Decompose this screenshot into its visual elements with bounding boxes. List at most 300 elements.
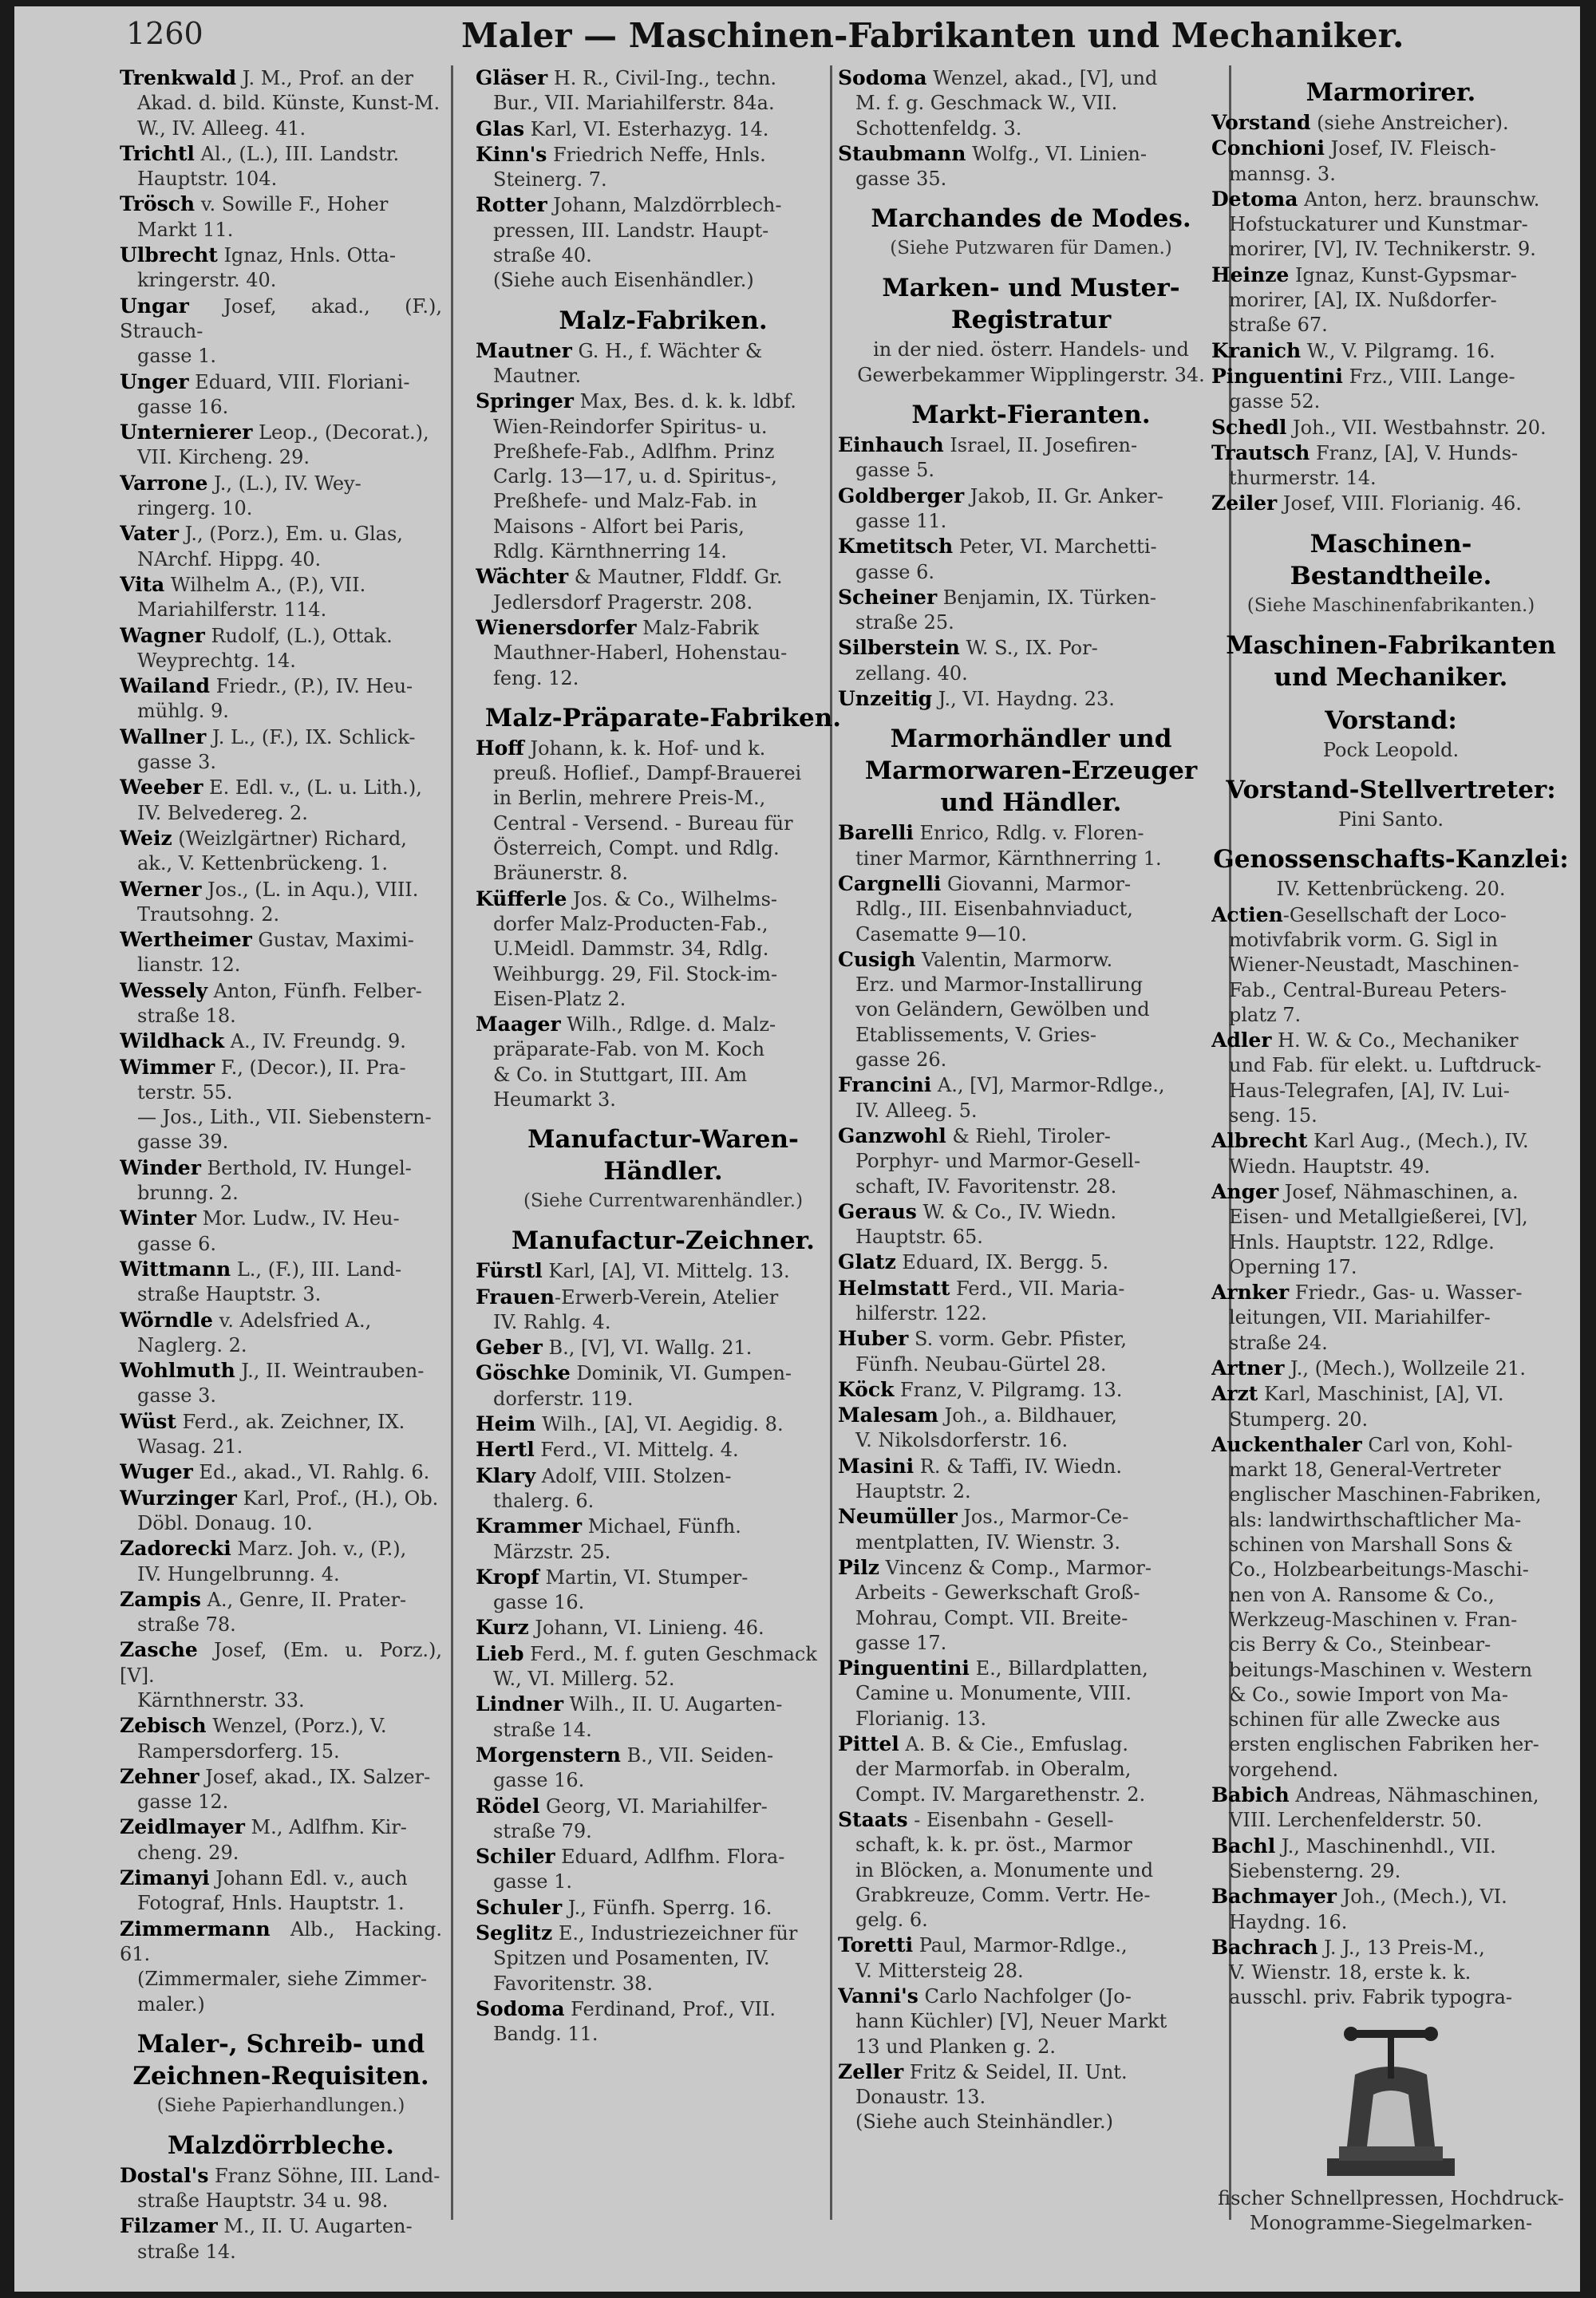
entry-text: gasse 3.: [137, 1384, 217, 1408]
entry-name: Hoff: [476, 736, 524, 760]
entry-line: [120, 192, 442, 217]
entry-line: [838, 1807, 1224, 1833]
entry-name: Geber: [476, 1336, 543, 1360]
directory-entry: [476, 1615, 851, 1641]
entry-name: Werner: [120, 877, 202, 901]
entry-line: [120, 1764, 442, 1790]
entry-line: [120, 1891, 442, 1916]
entry-line: [1211, 1583, 1570, 1608]
entry-text: gasse 5.: [855, 459, 935, 482]
entry-line: [476, 1718, 851, 1743]
entry-line: [476, 761, 851, 786]
entry-line: [476, 1996, 851, 2022]
directory-entry: [476, 1258, 851, 1284]
entry-line: [476, 1743, 851, 1768]
entry-line: [1211, 1179, 1570, 1205]
entry-name: Heinze: [1211, 263, 1290, 286]
section-heading: Marken- und Muster-Registratur: [882, 274, 1180, 335]
entry-text: Mor. Ludw., IV. Heu-: [196, 1207, 400, 1230]
entry-text: Akad. d. bild. Künste, Kunst-M.: [137, 92, 440, 115]
entry-line: [120, 1562, 442, 1587]
entry-line: [120, 2240, 442, 2264]
entry-line: [476, 811, 851, 836]
entry-name: Rotter: [476, 193, 547, 217]
entry-name: Zadorecki: [120, 1537, 231, 1561]
entry-text: (Siehe auch Eisenhändler.): [493, 269, 754, 292]
directory-entry: [838, 635, 1224, 686]
entry-name: Rödel: [476, 1794, 540, 1818]
entry-line: [1211, 1508, 1570, 1533]
entry-name: Zeidlmayer: [120, 1815, 245, 1839]
entry-text: Friedrich Neffe, Hnls.: [547, 143, 766, 166]
entry-text: IV. Rahlg. 4.: [493, 1310, 611, 1333]
entry-line: [476, 1870, 851, 1894]
entry-name: Wörndle: [120, 1308, 213, 1332]
directory-entry: [476, 564, 851, 615]
directory-entry: [1211, 364, 1570, 415]
entry-line: [120, 673, 442, 699]
entry-name: Ulbrecht: [120, 243, 218, 267]
directory-entry: [1211, 1179, 1570, 1280]
entry-line: [1211, 389, 1570, 414]
entry-text: Gustav, Maximi-: [251, 929, 414, 952]
directory-entry: [120, 1917, 442, 2017]
cross-reference: (Siehe Maschinenfabrikanten.): [1246, 594, 1535, 616]
entry-text: Karl, Maschinist, [A], VI.: [1258, 1383, 1504, 1406]
entry-text: hilferstr. 122.: [855, 1301, 987, 1325]
directory-entry: [838, 686, 1224, 712]
entry-line: [476, 736, 851, 761]
entry-name: Anger: [1211, 1179, 1279, 1203]
entry-line: [120, 1206, 442, 1231]
entry-text: Carl von, Kohl-: [1361, 1433, 1513, 1456]
entry-line: [476, 219, 851, 243]
entry-name: Kinn's: [476, 142, 547, 166]
directory-entry: [120, 471, 442, 522]
entry-name: Helmstatt: [838, 1276, 950, 1300]
entry-text: J., Maschinenhdl., VII.: [1275, 1834, 1496, 1858]
entry-text: Joh., (Mech.), VI.: [1336, 1885, 1507, 1909]
entry-line: [838, 686, 1224, 712]
entry-line: [120, 1308, 442, 1333]
directory-entry: [120, 978, 442, 1029]
entry-line: [120, 750, 442, 775]
entry-line: [838, 1352, 1224, 1377]
entry-line: [120, 1486, 442, 1511]
entry-text: gasse 39.: [137, 1131, 229, 1154]
entry-line: [838, 1858, 1224, 1883]
entry-text: Anton, Fünfh. Felber-: [207, 979, 422, 1002]
entry-text: U.Meidl. Dammstr. 34, Rdlg.: [493, 938, 769, 961]
entry-line: [838, 1984, 1224, 2009]
entry-text: Wenzel, (Porz.), V.: [206, 1715, 387, 1738]
entry-text: lianstr. 12.: [137, 954, 241, 977]
entry-text: dorferstr. 119.: [493, 1387, 634, 1410]
entry-name: Wurzinger: [120, 1486, 237, 1510]
entry-line: [1211, 1783, 1570, 1808]
entry-line: [120, 699, 442, 724]
entry-text: Carlg. 13—17, u. d. Spiritus-,: [493, 465, 777, 488]
entry-name: Sodoma: [838, 66, 927, 89]
entry-line: [120, 877, 442, 902]
directory-entry: [838, 2059, 1224, 2135]
entry-line: [120, 445, 442, 470]
entry-name: Ganzwohl: [838, 1123, 946, 1147]
directory-entry: [120, 521, 442, 572]
entry-text: Hnls. Hauptstr. 122, Rdlge.: [1229, 1230, 1495, 1254]
entry-text: Joh., VII. Westbahnstr. 20.: [1286, 416, 1547, 439]
entry-text: Mohrau, Compt. VII. Breite-: [855, 1606, 1128, 1629]
entry-text: Wiener-Neustadt, Maschinen-: [1229, 954, 1519, 977]
entry-text: straße Hauptstr. 3.: [137, 1283, 322, 1306]
entry-text: Wilh., Rdlge. d. Malz-: [560, 1013, 776, 1036]
directory-entry: [476, 1012, 851, 1112]
entry-text: Josef, Nähmaschinen, a.: [1278, 1180, 1519, 1203]
entry-line: [1211, 1935, 1570, 1960]
entry-name: Vanni's: [838, 1984, 918, 2008]
entry-name: Schedl: [1211, 415, 1287, 439]
directory-entry: [838, 432, 1224, 484]
entry-text: straße 25.: [855, 611, 954, 634]
directory-entry: [120, 1155, 442, 1206]
entry-text: Spitzen und Posamenten, IV.: [493, 1947, 770, 1970]
entry-name: Schiler: [476, 1845, 555, 1869]
directory-entry: [120, 1358, 442, 1409]
entry-line: [1211, 1708, 1570, 1732]
entry-text: gasse 6.: [137, 1232, 217, 1255]
entry-name: Seglitz: [476, 1921, 553, 1945]
entry-name: Detoma: [1211, 187, 1298, 211]
directory-entry: [838, 534, 1224, 585]
entry-line: [120, 1814, 442, 1840]
entry-line: [120, 953, 442, 977]
entry-name: Vorstand: [1211, 111, 1311, 134]
entry-line: [120, 927, 442, 953]
entry-text: Heumarkt 3.: [493, 1088, 616, 1111]
entry-line: [476, 440, 851, 464]
entry-line: [1211, 1960, 1570, 1985]
directory-entry: [1211, 415, 1570, 440]
entry-text: J., VI. Haydng. 23.: [932, 688, 1115, 711]
entry-text: Erz. und Marmor-Installirung: [855, 973, 1143, 997]
entry-name: Wohlmuth: [120, 1359, 235, 1383]
entry-line: [476, 886, 851, 912]
entry-line: [476, 515, 851, 539]
entry-line: [120, 851, 442, 876]
entry-line: [838, 116, 1224, 141]
directory-entry: [120, 1536, 442, 1587]
entry-line: [476, 1590, 851, 1615]
entry-text: Anton, herz. braunschw.: [1298, 188, 1540, 211]
entry-line: [120, 598, 442, 622]
entry-text: B., VII. Seiden-: [620, 1743, 774, 1767]
directory-entry: [120, 192, 442, 243]
entry-line: [476, 116, 851, 142]
entry-text: ak., V. Kettenbrückeng. 1.: [137, 852, 389, 875]
entry-line: [838, 1250, 1224, 1275]
entry-line: [838, 1656, 1224, 1681]
entry-line: [476, 1012, 851, 1037]
entry-text: mentplatten, IV. Wienstr. 3.: [855, 1530, 1121, 1554]
directory-entry: [838, 1454, 1224, 1505]
entry-line: [1211, 1432, 1570, 1458]
entry-text: J., (Porz.), Em. u. Glas,: [178, 523, 403, 546]
entry-line: [1211, 491, 1570, 516]
entry-text: (siehe Anstreicher).: [1310, 112, 1509, 134]
entry-name: Weiz: [120, 826, 172, 850]
running-title: Maler — Maschinen-Fabrikanten und Mechaniker.: [461, 16, 1404, 55]
entry-name: Francini: [838, 1073, 932, 1097]
entry-name: Vita: [120, 572, 165, 596]
entry-line: [476, 836, 851, 861]
entry-text: J., Fünfh. Sperrg. 16.: [562, 1896, 772, 1919]
entry-line: [120, 978, 442, 1004]
entry-name: Arzt: [1211, 1382, 1258, 1406]
entry-line: [1211, 364, 1570, 389]
entry-text: Johann, Malzdörrblech-: [547, 194, 782, 217]
entry-text: gasse 16.: [493, 1591, 585, 1614]
entry-text: Friedr., (P.), IV. Heu-: [209, 675, 413, 698]
entry-name: Unternierer: [120, 421, 253, 444]
entry-name: Varrone: [120, 471, 208, 495]
directory-entry: [1211, 1884, 1570, 1935]
section-heading: Marmorhändler und Marmorwaren-Erzeuger und Händler.: [864, 725, 1198, 818]
entry-line: [838, 1326, 1224, 1352]
entry-name: Springer: [476, 389, 574, 413]
entry-name: Zimmermann: [120, 1917, 271, 1941]
section-heading: Malzdörrbleche.: [168, 2130, 394, 2160]
directory-entry: [1211, 263, 1570, 338]
directory-entry: [1211, 136, 1570, 187]
entry-line: [1211, 1533, 1570, 1558]
directory-entry: [476, 1412, 851, 1437]
entry-line: [120, 1866, 442, 1891]
entry-line: [476, 2022, 851, 2047]
directory-entry: [1211, 187, 1570, 263]
entry-line: [838, 1933, 1224, 1958]
entry-text: gasse 52.: [1229, 390, 1321, 413]
entry-text: Georg, VI. Mariahilfer-: [539, 1795, 768, 1818]
entry-text: R. & Taffi, IV. Wiedn.: [914, 1455, 1122, 1478]
entry-line: [838, 1048, 1224, 1072]
directory-entry: [120, 927, 442, 978]
entry-line: [476, 1895, 851, 1921]
entry-text: VIII. Lerchenfelderstr. 50.: [1229, 1809, 1483, 1832]
entry-line: [120, 547, 442, 572]
entry-line: [120, 344, 442, 369]
directory-entry: [1211, 1356, 1570, 1381]
entry-text: V. Wienstr. 18, erste k. k.: [1229, 1961, 1472, 1984]
entry-text: Wien-Reindorfer Spiritus- u.: [493, 415, 768, 438]
entry-line: [838, 1581, 1224, 1605]
entry-line: [1211, 212, 1570, 237]
page-header: [14, 6, 1580, 62]
section-heading: Maler-, Schreib- und Zeichnen-Requisiten.: [132, 2029, 429, 2091]
entry-name: Vater: [120, 522, 179, 546]
directory-entry: [476, 1437, 851, 1463]
entry-name: Wächter: [476, 565, 569, 589]
entry-text: A., Genre, II. Prater-: [200, 1588, 407, 1611]
entry-text: als: landwirthschaftlicher Ma-: [1229, 1508, 1522, 1531]
entry-line: [1211, 440, 1570, 466]
entry-text: morirer, [V], IV. Technikerstr. 9.: [1229, 238, 1536, 261]
entry-text: markt 18, General-Vertreter: [1229, 1459, 1501, 1482]
directory-entry: [120, 1055, 442, 1155]
directory-entry: [838, 1250, 1224, 1275]
entry-name: Zeller: [838, 2059, 904, 2083]
entry-text: Favoritenstr. 38.: [493, 1972, 654, 1995]
entry-line: [838, 2059, 1224, 2085]
directory-entry: [838, 820, 1224, 871]
entry-name: Hertl: [476, 1438, 535, 1462]
entry-text: Siebensterng. 29.: [1229, 1859, 1401, 1882]
directory-entry: [1211, 491, 1570, 516]
entry-name: Staubmann: [838, 141, 966, 165]
entry-line: [838, 1072, 1224, 1098]
entry-name: Cusigh: [838, 947, 916, 971]
entry-text: Malz-Fabrik: [636, 616, 759, 639]
entry-text: Al., (L.), III. Landstr.: [194, 142, 400, 165]
entry-text: W. & Co., IV. Wiedn.: [916, 1200, 1116, 1223]
entry-name: Trösch: [120, 192, 196, 216]
entry-text: Steinerg. 7.: [493, 168, 607, 192]
entry-text: Joh., a. Bildhauer,: [938, 1404, 1117, 1427]
directory-entry: [120, 1764, 442, 1815]
entry-line: [838, 1023, 1224, 1048]
entry-text: Carlo Nachfolger (Jo-: [918, 1985, 1132, 2008]
entry-line: [838, 1428, 1224, 1453]
entry-name: Silberstein: [838, 636, 960, 660]
entry-text: platz 7.: [1229, 1003, 1302, 1026]
directory-entry: [120, 826, 442, 877]
directory-entry: [120, 1029, 442, 1054]
entry-line: [476, 1285, 851, 1310]
centered-note: IV. Kettenbrückeng. 20.: [1276, 878, 1506, 901]
entry-text: Rdlg. Kärnthnerring 14.: [493, 540, 727, 563]
entry-name: Wallner: [120, 725, 207, 748]
directory-entry: [838, 947, 1224, 1072]
entry-text: mannsg. 3.: [1229, 162, 1336, 185]
entry-line: [476, 1489, 851, 1514]
entry-line: [838, 897, 1224, 922]
entry-line: [120, 420, 442, 445]
entry-text: Jos., (L. in Aqu.), VIII.: [201, 878, 419, 901]
entry-text: Operning 17.: [1229, 1255, 1357, 1278]
entry-text: Wolfg., VI. Linien-: [966, 142, 1147, 165]
entry-line: [1211, 162, 1570, 187]
entry-text: Michael, Fünfh.: [582, 1515, 741, 1538]
entry-line: [838, 91, 1224, 116]
entry-text: Märzstr. 25.: [493, 1540, 611, 1563]
entry-text: Jakob, II. Gr. Anker-: [964, 484, 1163, 507]
entry-line: [120, 1257, 442, 1282]
entry-text: Werkzeug-Maschinen v. Fran-: [1229, 1608, 1518, 1631]
directory-entry: [476, 1335, 851, 1360]
entry-name: Glatz: [838, 1250, 896, 1274]
directory-entry: [1211, 1028, 1570, 1128]
entry-text: Alb., Hacking. 61.: [120, 1917, 442, 1965]
directory-entry: [476, 1565, 851, 1616]
entry-name: Masini: [838, 1454, 915, 1478]
entry-line: [1211, 1758, 1570, 1783]
directory-entry: [476, 1743, 851, 1794]
entry-line: [476, 1310, 851, 1335]
section-heading: Genossenschafts-Kanzlei:: [1213, 845, 1569, 875]
entry-line: [120, 1055, 442, 1080]
section-heading: Maschinen-Fabrikanten und Mechaniker.: [1226, 630, 1556, 692]
entry-text: Vincenz & Comp., Marmor-: [879, 1556, 1152, 1579]
entry-text: englischer Maschinen-Fabriken,: [1229, 1483, 1542, 1506]
entry-text: Martin, VI. Stumper-: [539, 1566, 749, 1589]
entry-name: Bachmayer: [1211, 1885, 1337, 1909]
entry-text: W., VI. Millerg. 52.: [493, 1668, 675, 1691]
entry-name: Toretti: [838, 1933, 914, 1957]
entry-line: [838, 635, 1224, 661]
entry-name: Dostal's: [120, 2163, 209, 2187]
entry-name: Zebisch: [120, 1714, 207, 1738]
entry-line: [838, 1225, 1224, 1250]
directory-entry: [476, 615, 851, 691]
entry-line: [120, 1713, 442, 1739]
entry-line: [1211, 1884, 1570, 1909]
entry-text: Etablissements, V. Gries-: [855, 1023, 1097, 1046]
entry-text: Josef, (Em. u. Porz.), [V].: [120, 1639, 442, 1687]
entry-text: Jos. & Co., Wilhelms-: [567, 887, 778, 910]
section-heading: Manufactur-Zeichner.: [512, 1226, 815, 1256]
entry-text: Hauptstr. 65.: [855, 1226, 983, 1249]
entry-line: [476, 91, 851, 116]
entry-line: [838, 1908, 1224, 1933]
entry-name: Trautsch: [1211, 440, 1310, 464]
entry-name: Fürstl: [476, 1259, 543, 1283]
directory-entry: [476, 1641, 851, 1692]
entry-text: Bandg. 11.: [493, 2023, 598, 2046]
directory-entry: [120, 623, 442, 674]
entry-line: [120, 775, 442, 800]
entry-text: Josef, IV. Fleisch-: [1325, 137, 1496, 160]
entry-text: Peter, VI. Marchetti-: [953, 535, 1157, 559]
entry-name: Göschke: [476, 1361, 571, 1385]
entry-name: Klary: [476, 1463, 536, 1487]
entry-text: Wilhelm A., (P.), VII.: [164, 573, 366, 596]
entry-line: [476, 1360, 851, 1386]
entry-name: Einhauch: [838, 433, 944, 457]
entry-line: [120, 1841, 442, 1866]
entry-text: M., II. U. Augarten-: [217, 2215, 413, 2238]
directory-entry: [120, 2163, 442, 2214]
entry-name: Frauen: [476, 1285, 555, 1309]
entry-text: M. f. g. Geschmack W., VII.: [855, 92, 1118, 115]
entry-text: Josef, akad., (F.), Strauch-: [120, 294, 442, 342]
entry-text: Johann, k. k. Hof- und k.: [523, 736, 766, 760]
entry-line: [838, 141, 1224, 167]
entry-line: [476, 615, 851, 641]
entry-line: [1211, 1633, 1570, 1657]
entry-line: [838, 820, 1224, 846]
section-heading: Malz-Präparate-Fabriken.: [484, 703, 842, 732]
entry-text: Karl Aug., (Mech.), IV.: [1307, 1130, 1529, 1153]
entry-line: [120, 1967, 442, 1992]
entry-text: feng. 12.: [493, 666, 579, 689]
entry-line: [838, 847, 1224, 871]
entry-text: kringerstr. 40.: [137, 269, 277, 292]
directory-entry: [838, 1276, 1224, 1327]
directory-entry: [838, 1555, 1224, 1656]
entry-line: [838, 2009, 1224, 2034]
entry-text: (Siehe auch Steinhändler.): [855, 2110, 1113, 2134]
entry-line: [120, 116, 442, 141]
entry-line: [838, 167, 1224, 192]
